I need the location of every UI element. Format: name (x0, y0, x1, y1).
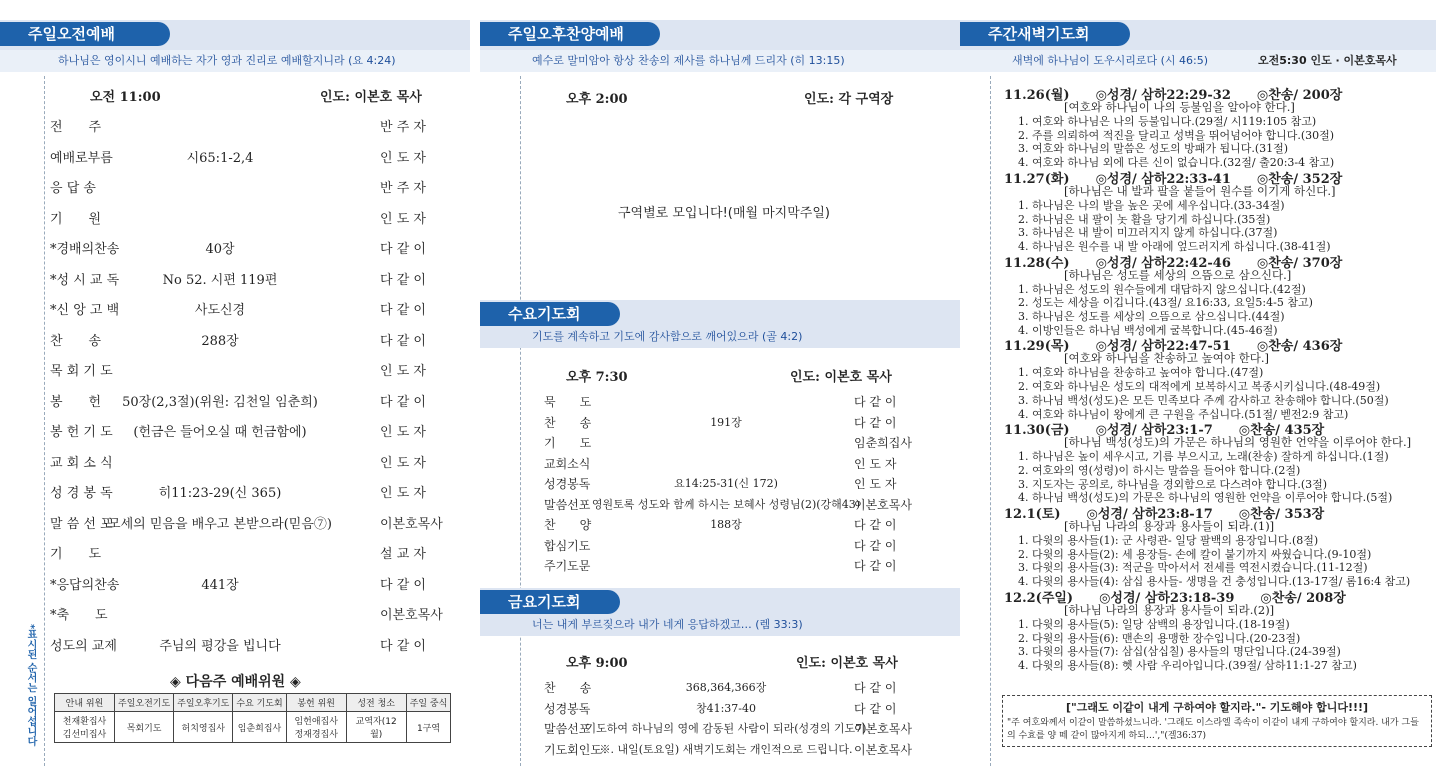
order-person: 다 같 이 (854, 415, 897, 430)
order-label: 기 도 (50, 547, 102, 562)
order-label: 성 경 봉 독 (50, 486, 113, 501)
order-label: 찬 송 (544, 415, 592, 430)
day-theme: [하나님은 내 발과 팔을 붙들어 원수를 이기게 하신다.] (1064, 183, 1336, 198)
order-row (50, 423, 460, 443)
order-row (50, 301, 460, 321)
order-detail: 사도신경 (194, 303, 246, 318)
order-label: 봉 헌 기 도 (50, 425, 113, 440)
order-row (544, 556, 934, 576)
day-point: 2. 하나님은 내 팔이 놋 활을 당기게 하십니다.(35절) (1018, 212, 1271, 226)
order-person: 다 같 이 (380, 333, 426, 349)
order-detail: 191장 (710, 415, 742, 429)
duty-row (55, 712, 451, 743)
divider (990, 76, 991, 766)
quote-body: "주 여호와께서 이같이 말씀하셨느니라. '그래도 이스라엘 족속이 이같이 내게 구하여야 할지라. 내가 그들의 수효를 양 떼 같이 많아지게 하되…',"(겔36:37) (1007, 718, 1419, 741)
day-point: 3. 다윗의 용사들(3): 적군을 막아서서 전세를 역전시켰습니다.(11-12절) (1018, 561, 1368, 575)
afternoon-leader: 인도: 각 구역장 (804, 92, 894, 107)
order-row (50, 484, 460, 504)
order-label: 예배로부름 (50, 150, 113, 166)
afternoon-note: 구역별로 모입니다!(매월 마지막주일) (618, 206, 830, 221)
section-verse: 새벽에 하나님이 도우시리로다 (시 46:5) (960, 50, 1436, 72)
order-row (544, 433, 934, 453)
section-verse: 예수로 말미암아 항상 찬송의 제사를 하나님께 드리자 (히 13:15) (480, 50, 960, 72)
order-row (544, 515, 934, 535)
day-point: 3. 여호와 하나님의 말씀은 성도의 방패가 됩니다.(31절) (1018, 142, 1289, 156)
duty-header-cell: 주일오전기도 (115, 694, 174, 712)
day-heading: 11.26(월) ◎성경/ 삼하22:29-32 ◎찬송/ 200장 (1004, 88, 1343, 103)
order-row (50, 362, 460, 382)
day-heading: 12.2(주일) ◎성경/ 삼하23:18-39 ◎찬송/ 208장 (1004, 590, 1346, 606)
order-detail: No 52. 시편 119편 (162, 272, 278, 288)
duty-header-cell: 성전 청소 (346, 694, 406, 712)
day-theme: [하나님 나라의 용장과 용사들이 되라.(2)] (1064, 602, 1275, 617)
friday-leader: 인도: 이본호 목사 (796, 656, 898, 671)
order-row (50, 637, 460, 657)
order-detail: ※. 내일(토요일) 새벽기도회는 개인적으로 드립니다. (599, 742, 853, 756)
order-person: 인 도 자 (854, 477, 897, 491)
order-person: 다 같 이 (854, 701, 897, 716)
day-point: 1. 하나님은 성도의 원수들에게 대답하지 않으십니다.(42절) (1018, 282, 1306, 296)
day-point: 3. 하나님은 성도를 세상의 으뜸으로 삼으십니다.(44절) (1018, 310, 1285, 323)
order-row (544, 536, 934, 556)
order-person: 이본호목사 (854, 497, 912, 512)
duty-cell: 목회기도 (115, 712, 174, 743)
order-row (544, 454, 934, 474)
day-theme: [여호와 하나님이 나의 등불임을 알아야 한다.] (1064, 100, 1295, 114)
standing-note: *표시된 순서는 일어섭니다 (25, 623, 36, 747)
order-person: 다 같 이 (380, 242, 426, 257)
order-row (50, 606, 460, 626)
order-person: 임춘희집사 (854, 436, 912, 450)
day-point: 4. 다윗의 용사들(4): 삼십 용사들- 생명을 건 충성입니다.(13-17절/ 롬16:4 참고) (1018, 575, 1411, 589)
order-person: 다 같 이 (380, 577, 426, 593)
order-label: 성도의 교제 (50, 638, 117, 654)
order-row (50, 545, 460, 565)
order-row (544, 495, 934, 515)
dawn-prayer-column (960, 0, 1436, 775)
order-detail: 요14:25-31(신 172) (674, 477, 778, 490)
order-label: 말씀선포 (544, 722, 591, 736)
day-point: 1. 여호와 하나님은 나의 등불입니다.(29절/ 시119:105 참고) (1018, 115, 1317, 128)
friday-title: 금요기도회 (480, 590, 620, 614)
order-row (544, 474, 934, 494)
divider (44, 76, 45, 766)
duty-header-cell: 수요 기도회 (233, 694, 286, 712)
order-person: 다 같 이 (380, 638, 426, 654)
day-point: 1. 다윗의 용사들(5): 일당 삼백의 용장입니다.(18-19절) (1018, 617, 1290, 631)
service-leader: 인도: 이본호 목사 (320, 90, 422, 105)
order-label: *성 시 교 독 (50, 272, 120, 288)
order-row (50, 240, 460, 260)
order-label: *응답의찬송 (50, 577, 120, 593)
order-person: 다 같 이 (854, 559, 897, 573)
day-point: 1. 하나님은 나의 발을 높은 곳에 세우십니다.(33-34절) (1018, 198, 1285, 212)
order-person: 인 도 자 (380, 150, 426, 166)
order-detail: 모세의 믿음을 배우고 본받으라(믿음⑦) (108, 516, 332, 532)
order-person: 이본호목사 (854, 742, 912, 757)
order-label: *축 도 (50, 608, 108, 623)
order-person: 반 주 자 (380, 181, 426, 196)
day-theme: [하나님 나라의 용장과 용사들이 되라.(1)] (1064, 519, 1275, 533)
order-label: 찬 송 (50, 333, 102, 349)
order-detail: 시65:1-2,4 (186, 150, 254, 166)
day-point: 4. 이방인들은 하나님 백성에게 굴복합니다.(45-46절) (1018, 323, 1278, 337)
order-label: 목 회 기 도 (50, 364, 113, 379)
quote-title: ["그래도 이같이 내게 구하여야 할지라."- 기도해야 합니다!!!] (1065, 701, 1369, 714)
order-label: 교회소식 (544, 456, 591, 471)
duty-header-cell: 봉헌 위원 (286, 694, 346, 712)
order-person: 다 같 이 (380, 303, 426, 318)
dawn-time-info: 오전5:30 인도 · 이본호목사 (1258, 54, 1397, 67)
quote-box (1002, 695, 1432, 747)
day-heading: 11.27(화) ◎성경/ 삼하22:33-41 ◎찬송/ 352장 (1004, 171, 1343, 187)
day-point: 3. 지도자는 공의로, 하나님을 경외함으로 다스려야 합니다.(3절) (1018, 477, 1328, 491)
order-row (50, 576, 460, 596)
duty-cell: 교역자(12월) (346, 712, 406, 743)
order-detail: 188장 (710, 518, 742, 531)
day-point: 4. 여호와 하나님 외에 다른 신이 없습니다.(32절/ 출20:3-4 참고) (1018, 156, 1335, 170)
order-detail: 기도하여 하나님의 영에 감동된 사람이 되라(성경의 기도7) (585, 722, 867, 735)
order-person: 다 같 이 (854, 518, 897, 532)
friday-header (480, 588, 960, 636)
order-label: 기 도 (544, 436, 592, 450)
order-label: *신 앙 고 백 (50, 303, 120, 318)
wednesday-time: 오후 7:30 (566, 370, 628, 385)
order-detail: 영원토록 성도와 함께 하시는 보혜사 성령님(2)(강해43) (591, 497, 861, 511)
order-person: 이본호목사 (380, 608, 443, 623)
day-point: 2. 여호와의 영(성령)이 하시는 말씀을 들어야 합니다.(2절) (1018, 463, 1301, 477)
order-row (544, 413, 934, 433)
duty-header-row (55, 694, 451, 712)
friday-time: 오후 9:00 (566, 656, 628, 671)
order-label: 성경봉독 (544, 701, 591, 716)
day-point: 1. 다윗의 용사들(1): 군 사령관- 일당 팔백의 용장입니다.(8절) (1018, 534, 1319, 547)
day-heading: 12.1(토) ◎성경/ 삼하23:8-17 ◎찬송/ 353장 (1004, 507, 1325, 522)
day-point: 4. 다윗의 용사들(8): 헷 사람 우리아입니다.(39절/ 삼하11:1-27 참고) (1018, 658, 1357, 672)
duty-cell: 허치영집사 (174, 712, 233, 743)
order-person: 이본호목사 (380, 516, 443, 532)
duty-cell: 1구역 (406, 712, 451, 743)
day-point: 3. 다윗의 용사들(7): 삼십(삼십칠) 용사들의 명단입니다.(24-39절) (1018, 645, 1341, 659)
order-label: 합심기도 (544, 538, 591, 553)
day-theme: [하나님 백성(성도)의 가문은 하나님의 영원한 언약을 이루어야 한다.] (1064, 435, 1412, 450)
order-label: 묵 도 (544, 395, 592, 409)
day-point: 1. 여호와 하나님을 찬송하고 높여야 합니다.(47절) (1018, 366, 1264, 380)
day-theme: [여호와 하나님을 찬송하고 높여야 한다.] (1064, 351, 1269, 366)
wednesday-title: 수요기도회 (480, 302, 620, 326)
duty-cell: 임헌애집사 정재경집사 (286, 712, 346, 743)
order-person: 다 같 이 (380, 394, 426, 410)
order-row (544, 392, 934, 412)
duty-header-cell: 주일오후기도 (174, 694, 233, 712)
order-label: 봉 헌 (50, 394, 102, 410)
sunday-afternoon-column (480, 0, 960, 775)
order-row (50, 118, 460, 138)
order-person: 인 도 자 (854, 456, 897, 471)
order-person: 인 도 자 (380, 425, 426, 440)
order-person: 다 같 이 (380, 272, 426, 288)
duty-table (54, 693, 451, 743)
day-point: 1. 하나님은 높이 세우시고, 기름 부으시고, 노래(찬송) 잘하게 하십니다.(1절) (1018, 450, 1389, 464)
order-detail: 50장(2,3절)(위원: 김천일 임춘희) (122, 394, 318, 410)
order-label: 찬 양 (544, 518, 592, 532)
order-label: 교 회 소 식 (50, 455, 113, 471)
order-detail: 441장 (201, 577, 239, 593)
day-point: 2. 다윗의 용사들(2): 세 용장들- 손에 칼이 붙기까지 싸웠습니다.(9-10절) (1018, 547, 1372, 561)
next-week-title: ◈ 다음주 예배위원 ◈ (170, 674, 301, 690)
service-time: 오전 11:00 (90, 90, 161, 105)
order-row (50, 149, 460, 169)
section-title: 주일오전예배 (0, 22, 170, 46)
order-person: 반 주 자 (380, 120, 426, 135)
order-person: 다 같 이 (854, 395, 897, 409)
day-point: 2. 여호와 하나님은 성도의 대적에게 보복하시고 복종시키십니다.(48-49절) (1018, 380, 1381, 394)
order-row (50, 332, 460, 352)
order-detail: 288장 (201, 333, 239, 349)
order-label: *경배의찬송 (50, 242, 120, 257)
order-label: 말씀선포 (544, 497, 591, 512)
wednesday-verse: 기도를 계속하고 기도에 감사함으로 깨어있으라 (골 4:2) (532, 330, 803, 343)
order-row (50, 454, 460, 474)
order-person: 다 같 이 (854, 681, 897, 695)
order-person: 이본호목사 (854, 722, 912, 736)
order-detail: 40장 (205, 242, 235, 257)
order-person: 인 도 자 (380, 455, 426, 471)
order-label: 성경봉독 (544, 477, 591, 491)
section-verse: 하나님은 영이시니 예배하는 자가 영과 진리로 예배할지니라 (요 4:24) (0, 50, 470, 72)
section-title: 주일오후찬양예배 (480, 22, 660, 46)
day-point: 3. 하나님 백성(성도)은 모든 민족보다 주께 감사하고 찬송해야 합니다.(50절) (1018, 393, 1389, 407)
order-person: 인 도 자 (380, 211, 426, 227)
duty-cell: 천재환집사 김선미집사 (55, 712, 115, 743)
order-row (544, 740, 934, 760)
day-point: 2. 다윗의 용사들(6): 맨손의 용맹한 장수입니다.(20-23절) (1018, 631, 1301, 645)
wednesday-header (480, 300, 960, 348)
sunday-morning-column (0, 0, 470, 775)
order-detail: 히11:23-29(신 365) (158, 486, 282, 501)
day-point: 2. 성도는 세상을 이깁니다.(43절/ 요16:33, 요일5:4-5 참고) (1018, 296, 1313, 310)
order-row (544, 699, 934, 719)
order-row (544, 719, 934, 739)
duty-header-cell: 안내 위원 (55, 694, 115, 712)
day-point: 2. 주를 의뢰하여 적진을 달리고 성벽을 뛰어넘어야 합니다.(30절) (1018, 128, 1335, 142)
order-label: 기 원 (50, 211, 102, 227)
day-heading: 11.28(수) ◎성경/ 삼하22:42-46 ◎찬송/ 370장 (1004, 255, 1343, 271)
order-label: 주기도문 (544, 559, 591, 573)
duty-header-cell: 주일 중식 (406, 694, 451, 712)
order-label: 말 씀 선 포 (50, 516, 113, 532)
order-detail: 368,364,366장 (685, 681, 767, 694)
day-point: 4. 여호와 하나님이 왕에게 큰 구원을 주십니다.(51절/ 벧전2:9 참고) (1018, 407, 1349, 421)
order-person: 인 도 자 (380, 486, 426, 501)
day-point: 4. 하나님 백성(성도)의 가문은 하나님의 영원한 언약을 이루어야 합니다.(5절) (1018, 491, 1393, 505)
order-label: 기도회인도 (544, 742, 602, 757)
order-detail: 창41:37-40 (695, 701, 757, 715)
order-detail: 주님의 평강을 빕니다 (159, 638, 281, 654)
wednesday-leader: 인도: 이본호 목사 (790, 370, 892, 385)
order-person: 다 같 이 (854, 538, 897, 553)
order-person: 설 교 자 (380, 547, 426, 562)
order-row (50, 210, 460, 230)
duty-cell: 임춘희집사 (233, 712, 286, 743)
friday-verse: 너는 내게 부르짖으라 내가 네게 응답하겠고… (렘 33:3) (532, 618, 803, 631)
order-row (544, 678, 934, 698)
day-heading: 11.30(금) ◎성경/ 삼하23:1-7 ◎찬송/ 435장 (1004, 423, 1325, 439)
order-label: 응 답 송 (50, 181, 96, 196)
day-theme: [하나님은 성도를 세상의 으뜸으로 삼으신다.] (1064, 267, 1292, 282)
order-label: 전 주 (50, 120, 102, 135)
section-title: 주간새벽기도회 (960, 22, 1130, 46)
day-point: 3. 하나님은 내 발이 미끄러지지 않게 하십니다.(37절) (1018, 226, 1278, 240)
order-row (50, 393, 460, 413)
order-label: 찬 송 (544, 681, 592, 695)
day-point: 4. 하나님은 원수를 내 발 아래에 엎드러지게 하십니다.(38-41절) (1018, 239, 1331, 253)
day-heading: 11.29(목) ◎성경/ 삼하22:47-51 ◎찬송/ 436장 (1004, 339, 1343, 355)
order-detail: (헌금은 들어오실 때 헌금함에) (133, 425, 307, 440)
order-row (50, 179, 460, 199)
afternoon-time: 오후 2:00 (566, 92, 628, 107)
order-person: 인 도 자 (380, 364, 426, 379)
order-row (50, 271, 460, 291)
order-row (50, 515, 460, 535)
